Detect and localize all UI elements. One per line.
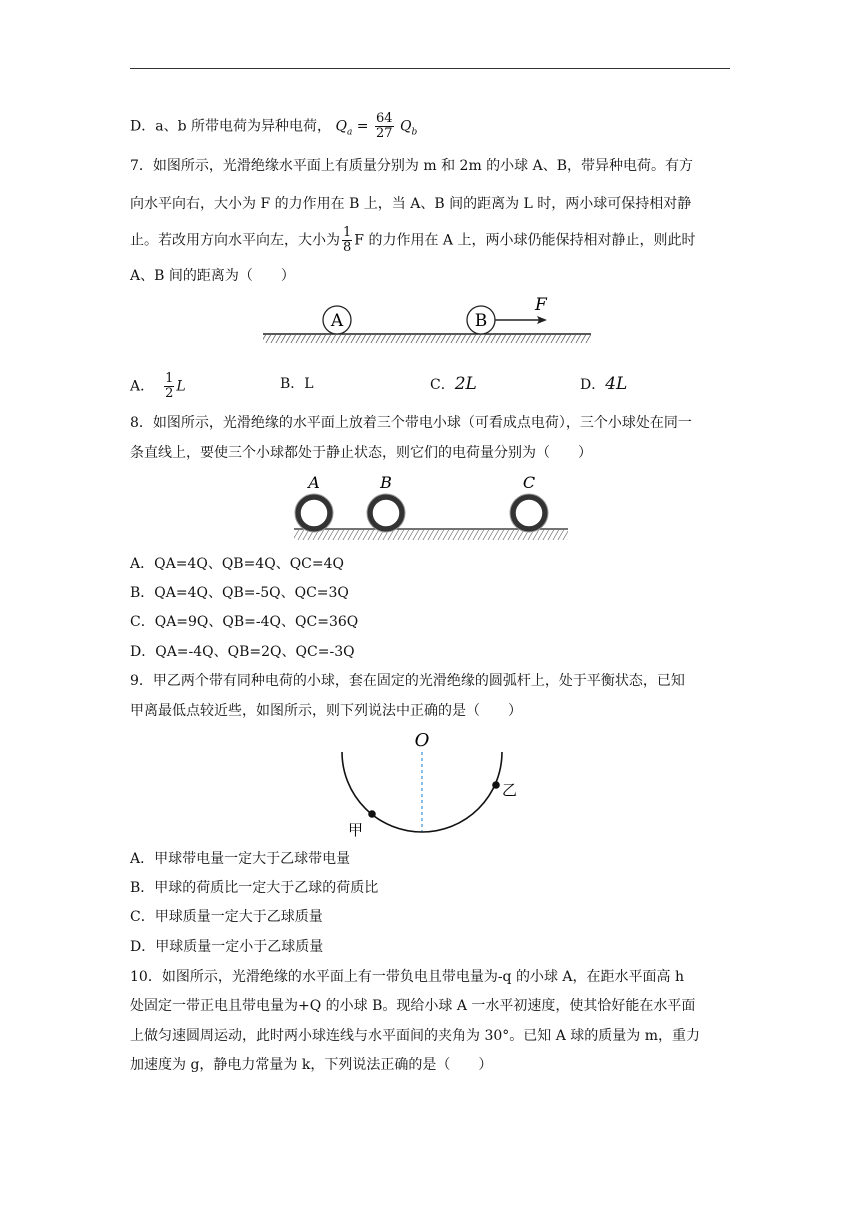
q6-fraction (375, 112, 394, 141)
q7-line-1: 7．如图所示，光滑绝缘水平面上有质量分别为 m 和 2m 的小球 A、B，带异种电荷。有方 (130, 158, 694, 174)
q8-option-c: C．QA=9Q、QB=-4Q、QC=36Q (130, 614, 359, 630)
q7-option-d-label: D． (580, 377, 606, 393)
q9-ball-yi (492, 781, 500, 789)
q7-line-3b: F 的力作用在 A 上，两小球仍能保持相对静止，则此时 (354, 232, 696, 249)
q7-ground-hatch (263, 335, 591, 343)
q8-figure (288, 470, 573, 546)
q10-line-3: 上做匀速圆周运动，此时两小球连线与水平面间的夹角为 30°。已知 A 球的质量为 m，重力 (130, 1028, 700, 1044)
q7-figure (255, 292, 600, 352)
q7-option-a-var: L (176, 378, 186, 395)
q8-ball-a (298, 497, 330, 529)
q9-label-yi: 乙 (502, 781, 518, 799)
q8-ball-b (370, 497, 402, 529)
q9-label-jia: 甲 (348, 821, 364, 839)
q8-label-b: B (380, 473, 392, 492)
q7-option-c (430, 374, 477, 395)
q9-option-b: B．甲球的荷质比一定大于乙球的荷质比 (130, 880, 379, 896)
q7-line-3a: 止。若改用方向水平向左，大小为 (130, 232, 340, 249)
q6-frac-den: 27 (375, 126, 393, 141)
q8-option-b: B．QA=4Q、QB=-5Q、QC=3Q (130, 585, 349, 601)
q9-line-1: 9．甲乙两个带有同种电荷的小球，套在固定的光滑绝缘的圆弧杆上，处于平衡状态，已知 (130, 673, 685, 689)
q7-line-4: A、B 间的距离为（ ） (130, 268, 295, 284)
q8-label-a: A (308, 473, 320, 492)
q7-ball-a-label: A (330, 311, 344, 331)
q6-option-d-text: a、b 所带电荷为异种电荷， (155, 118, 331, 135)
q9-label-o: O (414, 730, 430, 751)
q7-force-label: F (535, 295, 547, 315)
q9-option-a: A．甲球带电量一定大于乙球带电量 (130, 851, 351, 867)
q6-equals: = (356, 118, 369, 135)
q10-line-4: 加速度为 g，静电力常量为 k，下列说法正确的是（ ） (130, 1057, 493, 1073)
q8-ball-c (513, 497, 545, 529)
q9-ball-jia (368, 810, 376, 818)
q7-fraction (342, 226, 352, 255)
q9-line-2: 甲离最低点较近些，如图所示，则下列说法中正确的是（ ） (130, 703, 522, 719)
q7-frac-num: 1 (343, 225, 352, 240)
q7-option-a (130, 372, 186, 401)
q8-option-a: A．QA=4Q、QB=4Q、QC=4Q (130, 556, 344, 572)
q7-option-a-fraction (164, 372, 174, 401)
q7-option-c-value: 2L (454, 374, 477, 394)
q6-frac-num: 64 (375, 111, 393, 126)
q6-lhs-sub: a (346, 127, 353, 138)
q8-line-1: 8．如图所示，光滑绝缘的水平面上放着三个带电小球（可看成点电荷），三个小球处在同一 (130, 415, 692, 431)
q7-option-a-num: 1 (165, 371, 174, 386)
q7-ball-b-label: B (474, 311, 488, 331)
q6-option-d-label: D． (130, 118, 156, 135)
q8-label-c: C (522, 473, 536, 492)
q8-line-2: 条直线上，要使三个小球都处于静止状态，则它们的电荷量分别为（ ） (130, 445, 592, 461)
q7-frac-den: 8 (343, 240, 352, 255)
q8-option-d: D．QA=-4Q、QB=2Q、QC=-3Q (130, 644, 355, 660)
q10-line-1: 10．如图所示，光滑绝缘的水平面上有一带负电且带电量为-q 的小球 A，在距水平面高 h (130, 969, 684, 985)
q6-rhs-sub: b (411, 127, 418, 138)
q7-option-b: B．L (280, 376, 314, 392)
q10-line-2: 处固定一带正电且带电量为+Q 的小球 B。现给小球 A 一水平初速度，使其恰好能在水平面 (130, 998, 696, 1014)
q6-lhs: Q (335, 118, 347, 135)
q6-rhs: Q (399, 118, 412, 135)
q6-option-d (130, 112, 417, 142)
q7-line-2: 向水平向右，大小为 F 的力作用在 B 上，当 A、B 间的距离为 L 时，两小球可保持相对静 (130, 196, 692, 212)
q7-option-d-value: 4L (605, 374, 628, 394)
q7-option-a-label: A． (130, 378, 155, 395)
q9-option-d: D．甲球质量一定小于乙球质量 (130, 939, 324, 955)
q7-option-c-label: C． (430, 377, 455, 393)
q7-option-a-den: 2 (165, 386, 174, 401)
q9-figure (330, 724, 530, 842)
q7-option-d (580, 374, 627, 395)
q7-line-3 (130, 226, 695, 255)
header-rule (130, 68, 730, 69)
q9-option-c: C．甲球质量一定大于乙球质量 (130, 909, 323, 925)
